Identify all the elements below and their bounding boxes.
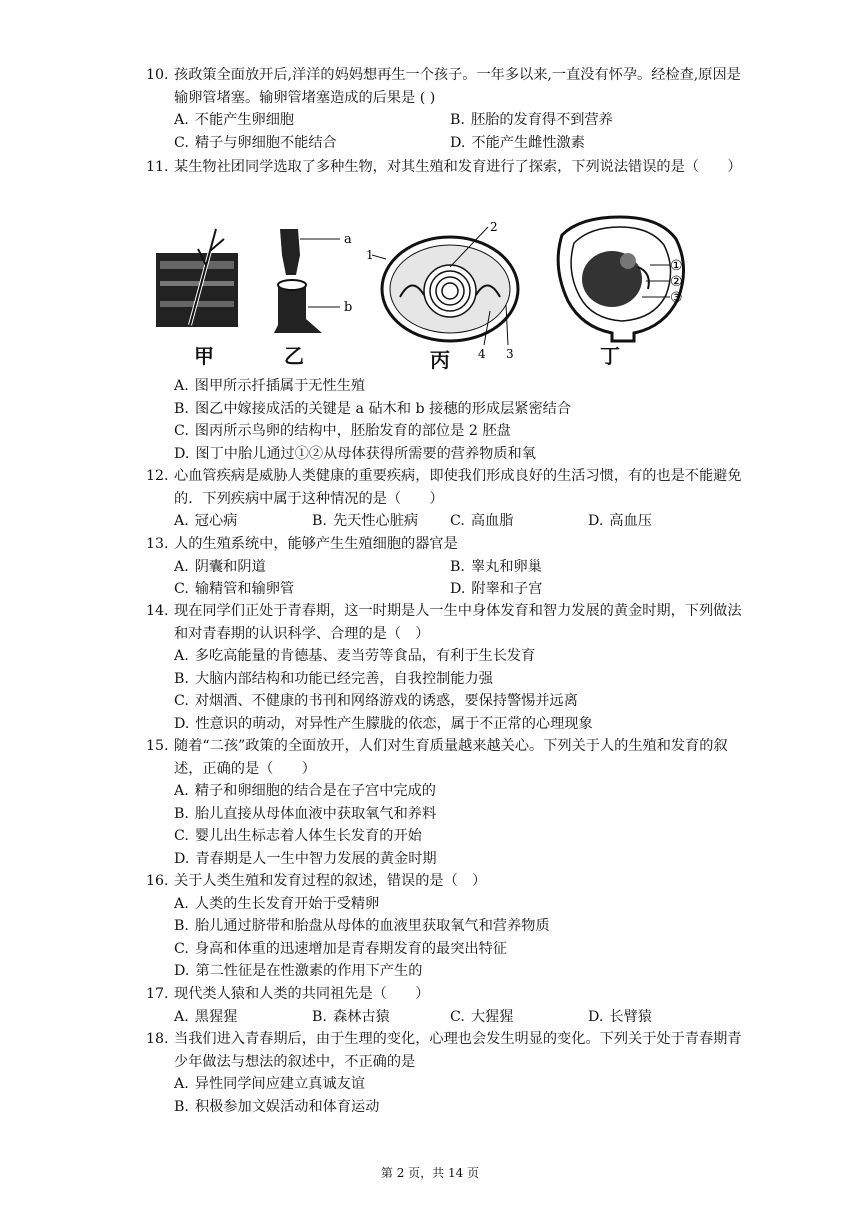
option-c: C. 对烟酒、不健康的书刊和网络游戏的诱惑，要保持警惕并远离 xyxy=(174,693,578,710)
label-3: 3 xyxy=(506,347,514,361)
figure-bing-egg xyxy=(366,220,518,361)
option-c: C. 身高和体重的迅速增加是青春期发育的最突出特征 xyxy=(174,940,507,957)
question-number: 18. xyxy=(146,1031,169,1047)
question-text: 孩政策全面放开后,洋洋的妈妈想再生一个孩子。一年多以来,一直没有怀孕。经检查,原因是输卵管堵塞。输卵管堵塞造成的后果是 ( ) xyxy=(174,67,741,106)
question-15 xyxy=(146,735,746,871)
option-a: A. 黑猩猩 xyxy=(174,1008,238,1025)
option-a: A. 图甲所示扦插属于无性生殖 xyxy=(174,378,366,394)
question-13 xyxy=(146,533,746,601)
question-14 xyxy=(146,600,746,736)
option-d: D. 第二性征是在性激素的作用下产生的 xyxy=(174,963,423,980)
question-12 xyxy=(146,465,746,533)
label-1: 1 xyxy=(366,248,374,262)
question-number: 10. xyxy=(146,67,169,83)
option-b: B. 大脑内部结构和功能已经完善，自我控制能力强 xyxy=(174,670,493,687)
figure-label-yi: 乙 xyxy=(284,344,304,368)
label-a: a xyxy=(344,232,352,247)
option-d: D. 青春期是人一生中智力发展的黄金时期 xyxy=(174,850,437,867)
question-number: 13. xyxy=(146,536,169,552)
question-11-options xyxy=(146,375,746,465)
question-17 xyxy=(146,983,746,1028)
label-circle-2: ② xyxy=(670,274,683,290)
option-a: A. 异性同学间应建立真诚友谊 xyxy=(174,1076,366,1093)
question-text: 关于人类生殖和发育过程的叙述，错误的是（ ） xyxy=(174,873,487,889)
figure-ding-uterus xyxy=(558,217,683,341)
option-b: B. 图乙中嫁接成活的关键是 a 砧木和 b 接穗的形成层紧密结合 xyxy=(174,400,572,417)
option-b: B. 睾丸和卵巢 xyxy=(450,558,542,575)
label-2: 2 xyxy=(490,220,498,234)
option-a: A. 多吃高能量的肯德基、麦当劳等食品，有利于生长发育 xyxy=(174,648,536,665)
question-text: 当我们进入青春期后，由于生理的变化，心理也会发生明显的变化。下列关于处于青春期青少年做法与想法的叙述中，不正确的是 xyxy=(174,1031,742,1070)
option-c: C. 婴儿出生标志着人体生长发育的开始 xyxy=(174,828,422,845)
question-text: 心血管疾病是威胁人类健康的重要疾病，即使我们形成良好的生活习惯，有的也是不能避免的．下列疾病中属于这种情况的是（ ） xyxy=(174,468,742,507)
option-d: D. 性意识的萌动，对异性产生朦胧的依恋，属于不正常的心理现象 xyxy=(174,715,593,732)
question-number: 11. xyxy=(146,159,169,175)
figure-jia-cutting xyxy=(156,229,238,327)
question-text: 某生物社团同学选取了多种生物，对其生殖和发育进行了探索，下列说法错误的是（ ） xyxy=(174,159,742,175)
option-c: C. 大猩猩 xyxy=(450,1008,514,1025)
option-b: B. 胎儿通过脐带和胎盘从母体的血液里获取氧气和营养物质 xyxy=(174,918,550,935)
option-a: A. 冠心病 xyxy=(174,513,238,530)
option-a: A. 精子和卵细胞的结合是在子宫中完成的 xyxy=(174,783,436,800)
question-11 xyxy=(146,156,746,179)
option-b: B. 胎儿直接从母体血液中获取氧气和养料 xyxy=(174,805,437,822)
figure-yi-grafting xyxy=(274,229,352,333)
label-circle-1: ① xyxy=(670,258,683,274)
option-c: C. 输精管和输卵管 xyxy=(174,581,295,598)
option-d: D. 高血压 xyxy=(588,513,652,530)
option-d: D. 长臂猿 xyxy=(588,1008,652,1025)
question-number: 17. xyxy=(146,986,169,1002)
figure-label-jia: 甲 xyxy=(194,344,214,368)
figure-label-ding: 丁 xyxy=(600,344,620,368)
option-b: B. 森林古猿 xyxy=(312,1008,390,1025)
option-d: D. 附睾和子宫 xyxy=(450,581,543,598)
question-number: 12. xyxy=(146,468,169,484)
option-c: C. 图丙所示鸟卵的结构中，胚胎发育的部位是 2 胚盘 xyxy=(174,423,511,440)
option-b: B. 先天性心脏病 xyxy=(312,513,419,530)
question-number: 14. xyxy=(146,603,169,619)
label-circle-3: ③ xyxy=(670,290,683,306)
question-number: 16. xyxy=(146,873,169,889)
option-c: C. 高血脂 xyxy=(450,513,514,530)
option-b: B. 胚胎的发育得不到营养 xyxy=(450,112,613,129)
page-footer: 第 2 页，共 14 页 xyxy=(380,1166,480,1180)
question-text: 人的生殖系统中，能够产生生殖细胞的器官是 xyxy=(174,536,458,552)
option-a: A. 人类的生长发育开始于受精卵 xyxy=(174,895,380,912)
question-18 xyxy=(146,1028,746,1118)
option-d: D. 图丁中胎儿通过①②从母体获得所需要的营养物质和氧 xyxy=(174,445,536,462)
option-d: D. 不能产生雌性激素 xyxy=(450,134,585,151)
label-4: 4 xyxy=(478,347,486,361)
question-text: 现代类人猿和人类的共同祖先是（ ） xyxy=(174,986,430,1002)
option-a: A. 不能产生卵细胞 xyxy=(174,112,295,129)
figure-label-bing: 丙 xyxy=(430,348,450,372)
question-16 xyxy=(146,870,746,983)
question-text: 随着“二孩”政策的全面放开，人们对生育质量越来越关心。下列关于人的生殖和发育的叙述，正确的是（ ） xyxy=(174,738,728,777)
option-c: C. 精子与卵细胞不能结合 xyxy=(174,134,337,151)
option-a: A. 阴囊和阴道 xyxy=(174,558,266,575)
label-b: b xyxy=(344,300,353,315)
question-text: 现在同学们正处于青春期，这一时期是人一生中身体发育和智力发展的黄金时期，下列做法和对青春期的认识科学、合理的是（ ） xyxy=(174,603,742,642)
option-b: B. 积极参加文娱活动和体育运动 xyxy=(174,1098,380,1115)
question-10 xyxy=(146,64,746,154)
reproduction-figure xyxy=(150,215,710,375)
question-number: 15. xyxy=(146,738,169,754)
